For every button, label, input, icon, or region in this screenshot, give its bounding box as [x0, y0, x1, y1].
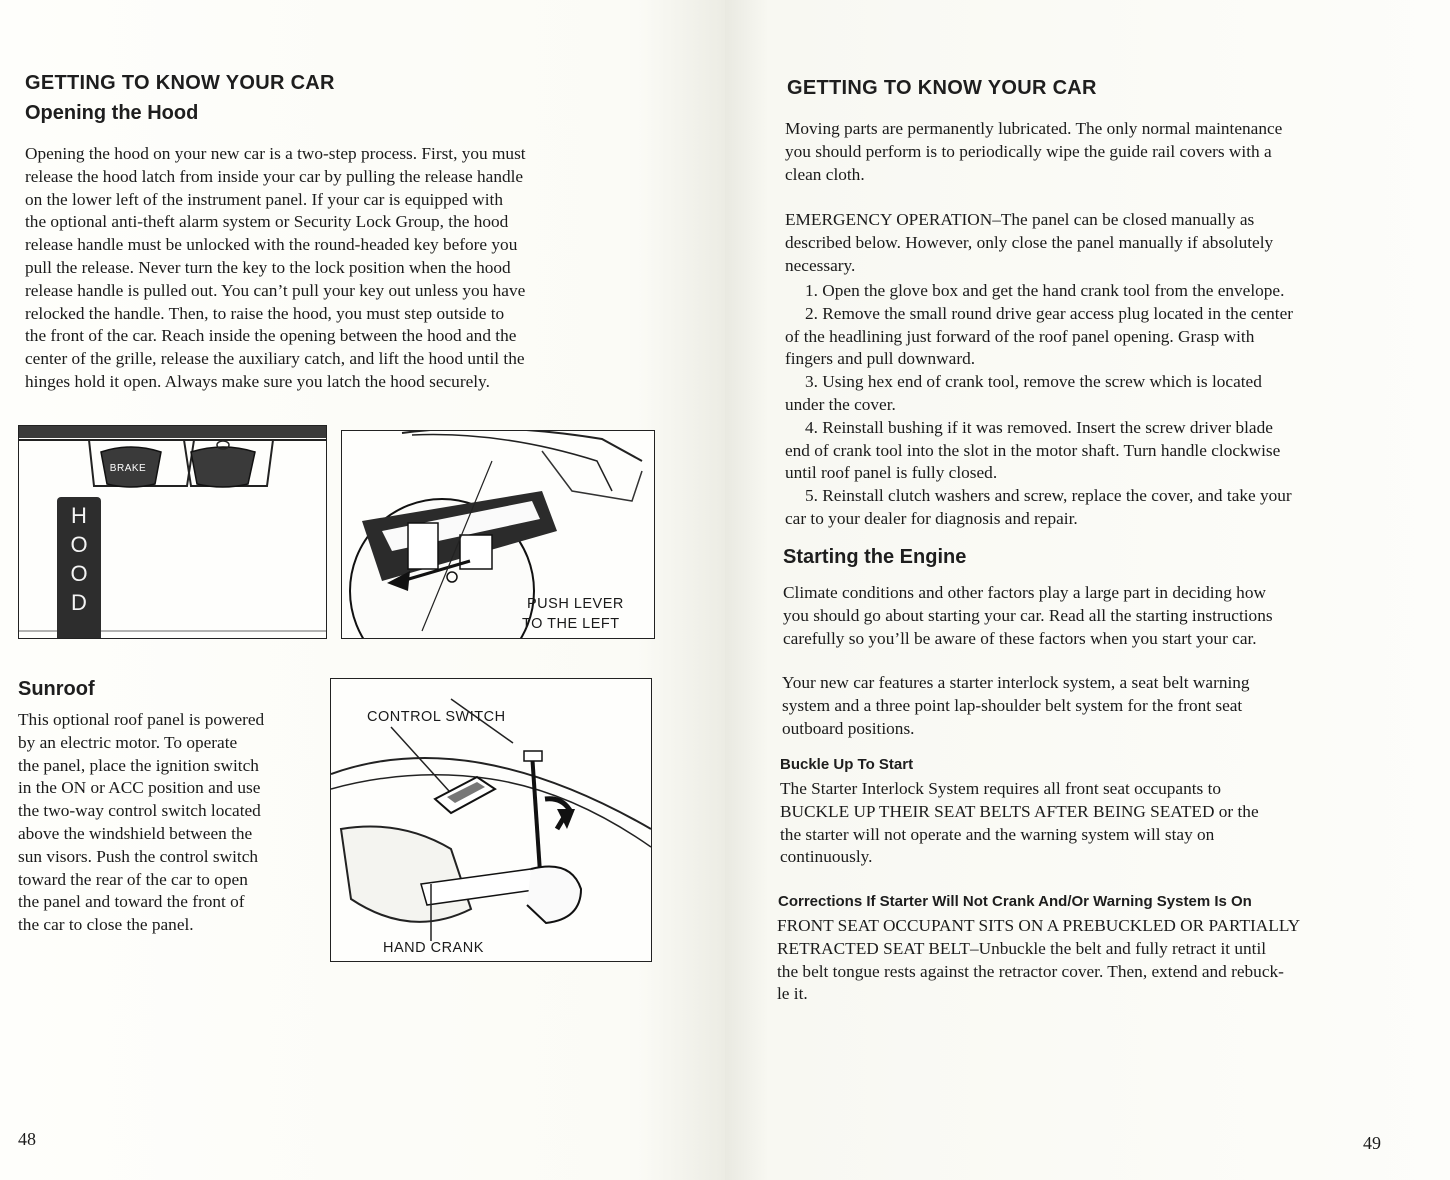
text-line: pull the release. Never turn the key to the lock position when the hood [25, 257, 511, 277]
step-line: 1. Open the glove box and get the hand crank tool from the envelope. [805, 281, 1285, 300]
text-line: the front of the car. Reach inside the opening between the hood and the [25, 326, 517, 346]
figure-auxiliary-catch [341, 430, 655, 639]
text-line: the panel and toward the front of [18, 892, 245, 912]
page-number-left: 48 [18, 1129, 36, 1149]
maintenance-paragraph [785, 118, 1282, 186]
step-line: 5. Reinstall clutch washers and screw, replace the cover, and take your [805, 486, 1292, 506]
subhead-buckle-up: Buckle Up To Start [780, 756, 914, 773]
text-line: you should go about starting your car. Read all the starting instructions [783, 605, 1273, 625]
step-line: until roof panel is fully closed. [785, 463, 998, 483]
step-line: end of crank tool into the slot in the motor shaft. Turn handle clockwise [785, 440, 1281, 460]
hood-paragraph [25, 143, 526, 394]
text-line: hinges hold it open. Always make sure you latch the hood securely. [25, 371, 490, 391]
text-line: continuously. [780, 847, 873, 867]
label-hand-crank: HAND CRANK [383, 940, 484, 956]
text-line: the optional anti-theft alarm system or Security Lock Group, the hood [25, 212, 509, 232]
text-line: Climate conditions and other factors play a large part in deciding how [783, 583, 1266, 602]
chapter-title: GETTING TO KNOW YOUR CAR [25, 72, 335, 94]
emergency-paragraph [785, 209, 1273, 277]
subhead-corrections: Corrections If Starter Will Not Crank And/Or Warning System Is On [778, 893, 1252, 910]
hood-letter: O [70, 561, 88, 586]
text-line: release the hood latch from inside your car by pulling the release handle [25, 166, 524, 186]
text-line: by an electric motor. To operate [18, 732, 238, 752]
text-line: Opening the hood on your new car is a two-step process. First, you must [25, 144, 526, 163]
hood-letter: H [71, 503, 87, 528]
text-line: the starter will not operate and the warning system will stay on [780, 824, 1215, 844]
text-line: outboard positions. [782, 718, 915, 738]
text-line: relocked the handle. Then, to raise the hood, you must step outside to [25, 303, 505, 323]
hood-release-handle-label [57, 497, 101, 639]
section-title-opening-hood: Opening the Hood [25, 102, 199, 124]
hood-letter: O [70, 532, 88, 557]
text-line: le it. [777, 984, 808, 1004]
step-line: fingers and pull downward. [785, 349, 976, 369]
emergency-steps [785, 280, 1293, 531]
text-line: above the windshield between the [18, 823, 253, 843]
text-line: release handle must be unlocked with the round-headed key before you [25, 235, 518, 255]
step-line: of the headlining just forward of the roof panel opening. Grasp with [785, 326, 1255, 346]
brake-pedal-label: BRAKE [109, 463, 147, 474]
text-line: EMERGENCY OPERATION–The panel can be closed manually as [785, 210, 1255, 229]
text-line: release handle is pulled out. You can’t pull your key out unless you have [25, 280, 526, 300]
corrections-paragraph [777, 915, 1300, 1006]
step-line: 4. Reinstall bushing if it was removed. Insert the screw driver blade [805, 417, 1273, 437]
figure-hood-release [18, 425, 327, 639]
step-line: car to your dealer for diagnosis and repair. [785, 508, 1078, 528]
callout-push-lever: PUSH LEVER [527, 596, 624, 612]
text-line: system and a three point lap-shoulder belt system for the front seat [782, 695, 1243, 715]
sunroof-paragraph [18, 709, 264, 937]
text-line: RETRACTED SEAT BELT–Unbuckle the belt and fully retract it until [777, 938, 1267, 958]
text-line: the car to close the panel. [18, 915, 194, 935]
text-line: you should perform is to periodically wipe the guide rail covers with a [785, 141, 1272, 161]
step-line: under the cover. [785, 394, 896, 414]
figure-sunroof-controls [330, 678, 652, 962]
right-page [725, 0, 1450, 1180]
text-line: the two-way control switch located [18, 801, 261, 821]
text-line: The Starter Interlock System requires all front seat occupants to [780, 779, 1222, 798]
text-line: clean cloth. [785, 164, 865, 184]
hood-letter: D [71, 590, 87, 615]
section-title-starting-engine: Starting the Engine [783, 546, 967, 568]
text-line: the belt tongue rests against the retractor cover. Then, extend and rebuck- [777, 961, 1284, 981]
interlock-paragraph [782, 672, 1250, 740]
label-control-switch: CONTROL SWITCH [367, 709, 506, 725]
callout-to-the-left: TO THE LEFT [522, 616, 620, 632]
step-line: 2. Remove the small round drive gear access plug located in the center [805, 303, 1294, 323]
text-line: FRONT SEAT OCCUPANT SITS ON A PREBUCKLED OR PARTIALLY [777, 916, 1301, 935]
text-line: toward the rear of the car to open [18, 869, 248, 889]
text-line: the panel, place the ignition switch [18, 755, 259, 775]
text-line: This optional roof panel is powered [18, 710, 265, 729]
text-line: in the ON or ACC position and use [18, 778, 261, 798]
text-line: on the lower left of the instrument panel. If your car is equipped with [25, 189, 503, 209]
text-line: BUCKLE UP THEIR SEAT BELTS AFTER BEING SEATED or the [780, 801, 1259, 821]
text-line: described below. However, only close the panel manually if absolutely [785, 232, 1274, 252]
text-line: center of the grille, release the auxiliary catch, and lift the hood until the [25, 349, 525, 369]
text-line: carefully so you’ll be aware of these factors when you start your car. [783, 628, 1257, 648]
step-line: 3. Using hex end of crank tool, remove the screw which is located [805, 372, 1262, 392]
starting-paragraph [783, 582, 1273, 650]
text-line: necessary. [785, 255, 856, 275]
buckle-paragraph [780, 778, 1259, 869]
text-line: Your new car features a starter interlock system, a seat belt warning [782, 673, 1250, 692]
text-line: sun visors. Push the control switch [18, 846, 259, 866]
page-number-right: 49 [1363, 1133, 1381, 1153]
section-title-sunroof: Sunroof [18, 678, 95, 700]
chapter-title: GETTING TO KNOW YOUR CAR [787, 77, 1097, 99]
text-line: Moving parts are permanently lubricated. The only normal maintenance [785, 119, 1283, 138]
